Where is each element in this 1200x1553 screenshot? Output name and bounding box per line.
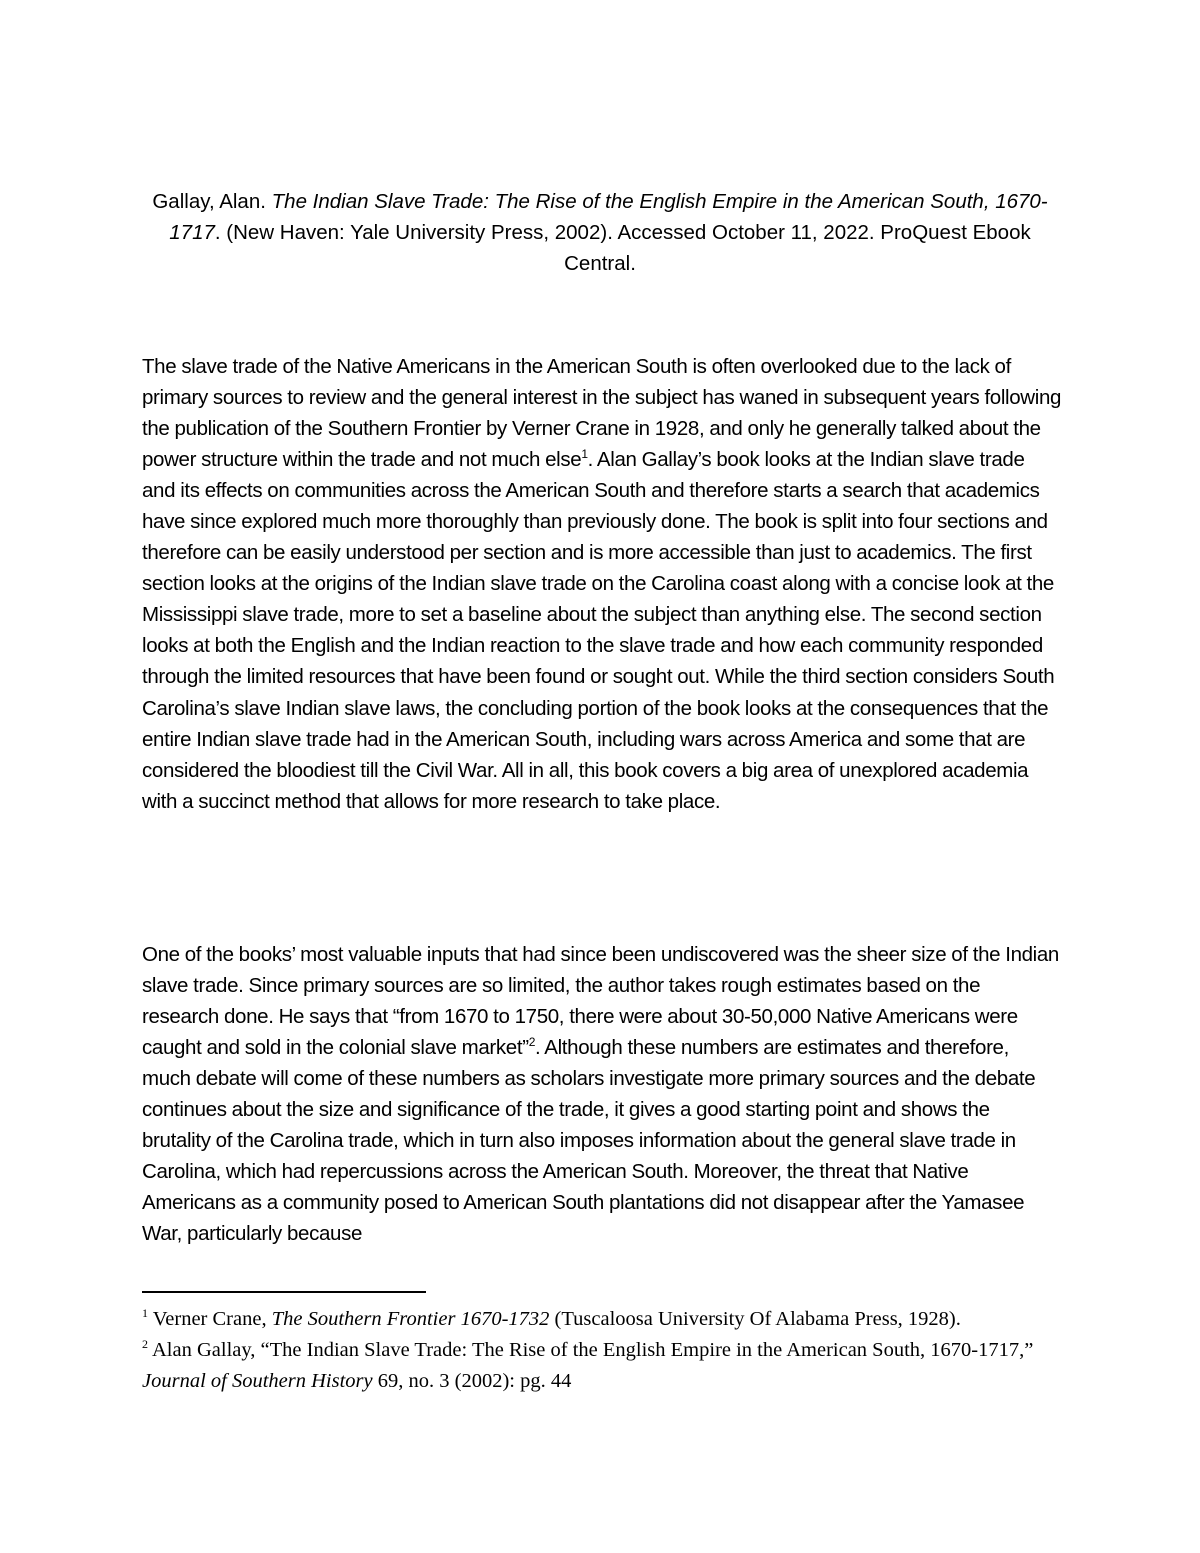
footnotes-section <box>142 1304 1062 1397</box>
citation-publication-details: . (New Haven: Yale University Press, 2002). Accessed October 11, 2022. ProQuest Ebook Central. <box>214 221 1031 275</box>
citation-book-title: The Indian Slave Trade: The Rise of the English Empire in the American South, 1670-1717 <box>169 190 1048 244</box>
footnote-1-text-b: (Tuscaloosa University Of Alabama Press, 1928). <box>549 1308 961 1330</box>
footnote-reference-2[interactable]: 2 <box>528 1035 536 1050</box>
citation-author: Gallay, Alan. <box>152 190 272 213</box>
footnote-2-text-a: Alan Gallay, “The Indian Slave Trade: The Rise of the English Empire in the American South, 1670-1717,” <box>148 1339 1034 1361</box>
footnote-2 <box>142 1335 1062 1397</box>
footnote-1 <box>142 1304 1062 1335</box>
paragraph-1-text-a: The slave trade of the Native Americans in the American South is often overlooked due to the lack of primary sources to review and the general interest in the subject has waned in subsequent years following the publication of the Southern Frontier by Verner Crane in 1928, and only he generally talked about the power structure within the trade and not much else <box>142 355 1062 472</box>
footnote-1-marker: 1 <box>142 1306 148 1321</box>
paragraph-2-text-a: One of the books’ most valuable inputs that had since been undiscovered was the sheer size of the Indian slave trade. Since primary sources are so limited, the author takes rough estimates based on the research done. He says that “from 1670 to 1750, there were about 30-50,000 Native Americans were caught and sold in the colonial slave market” <box>142 943 1059 1060</box>
footnote-1-text-a: Verner Crane, <box>148 1308 272 1330</box>
footnote-separator <box>142 1291 426 1293</box>
footnote-2-text-b: 69, no. 3 (2002): pg. 44 <box>372 1370 572 1392</box>
footnote-2-title: Journal of Southern History <box>142 1370 373 1392</box>
footnote-1-title: The Southern Frontier 1670-1732 <box>271 1308 550 1330</box>
footnote-2-marker: 2 <box>142 1337 148 1352</box>
bibliographic-citation <box>140 186 1060 279</box>
body-paragraph-1 <box>142 351 1062 817</box>
paragraph-1-text-b: . Alan Gallay’s book looks at the Indian slave trade and its effects on communities across the American South and therefore starts a search that academics have since explored much more thoroughly than previously done. The book is split into four sections and therefore can be easily understood per section and is more accessible than just to academics. The first section looks at the origins of the Indian slave trade on the Carolina coast along with a concise look at the Mississippi slave trade, more to set a baseline about the subject than anything else. The second section looks at both the English and the Indian reaction to the slave trade and how each community responded through the limited resources that have been found or sought out. While the third section considers South Carolina’s slave Indian slave laws, the concluding portion of the book looks at the consequences that the entire Indian slave trade had in the American South, including wars across America and some that are considered the bloodiest till the Civil War. All in all, this book covers a big area of unexplored academia with a succinct method that allows for more research to take place. <box>142 448 1055 813</box>
footnote-reference-1[interactable]: 1 <box>581 447 588 462</box>
body-paragraph-2 <box>142 939 1062 1249</box>
paragraph-2-text-b: . Although these numbers are estimates and therefore, much debate will come of these numbers as scholars investigate more primary sources and the debate continues about the size and significance of the trade, it gives a good starting point and shows the brutality of the Carolina trade, which in turn also imposes information about the general slave trade in Carolina, which had repercussions across the American South. Moreover, the threat that Native Americans as a community posed to American South plantations did not disappear after the Yamasee War, particularly because <box>142 1036 1036 1246</box>
